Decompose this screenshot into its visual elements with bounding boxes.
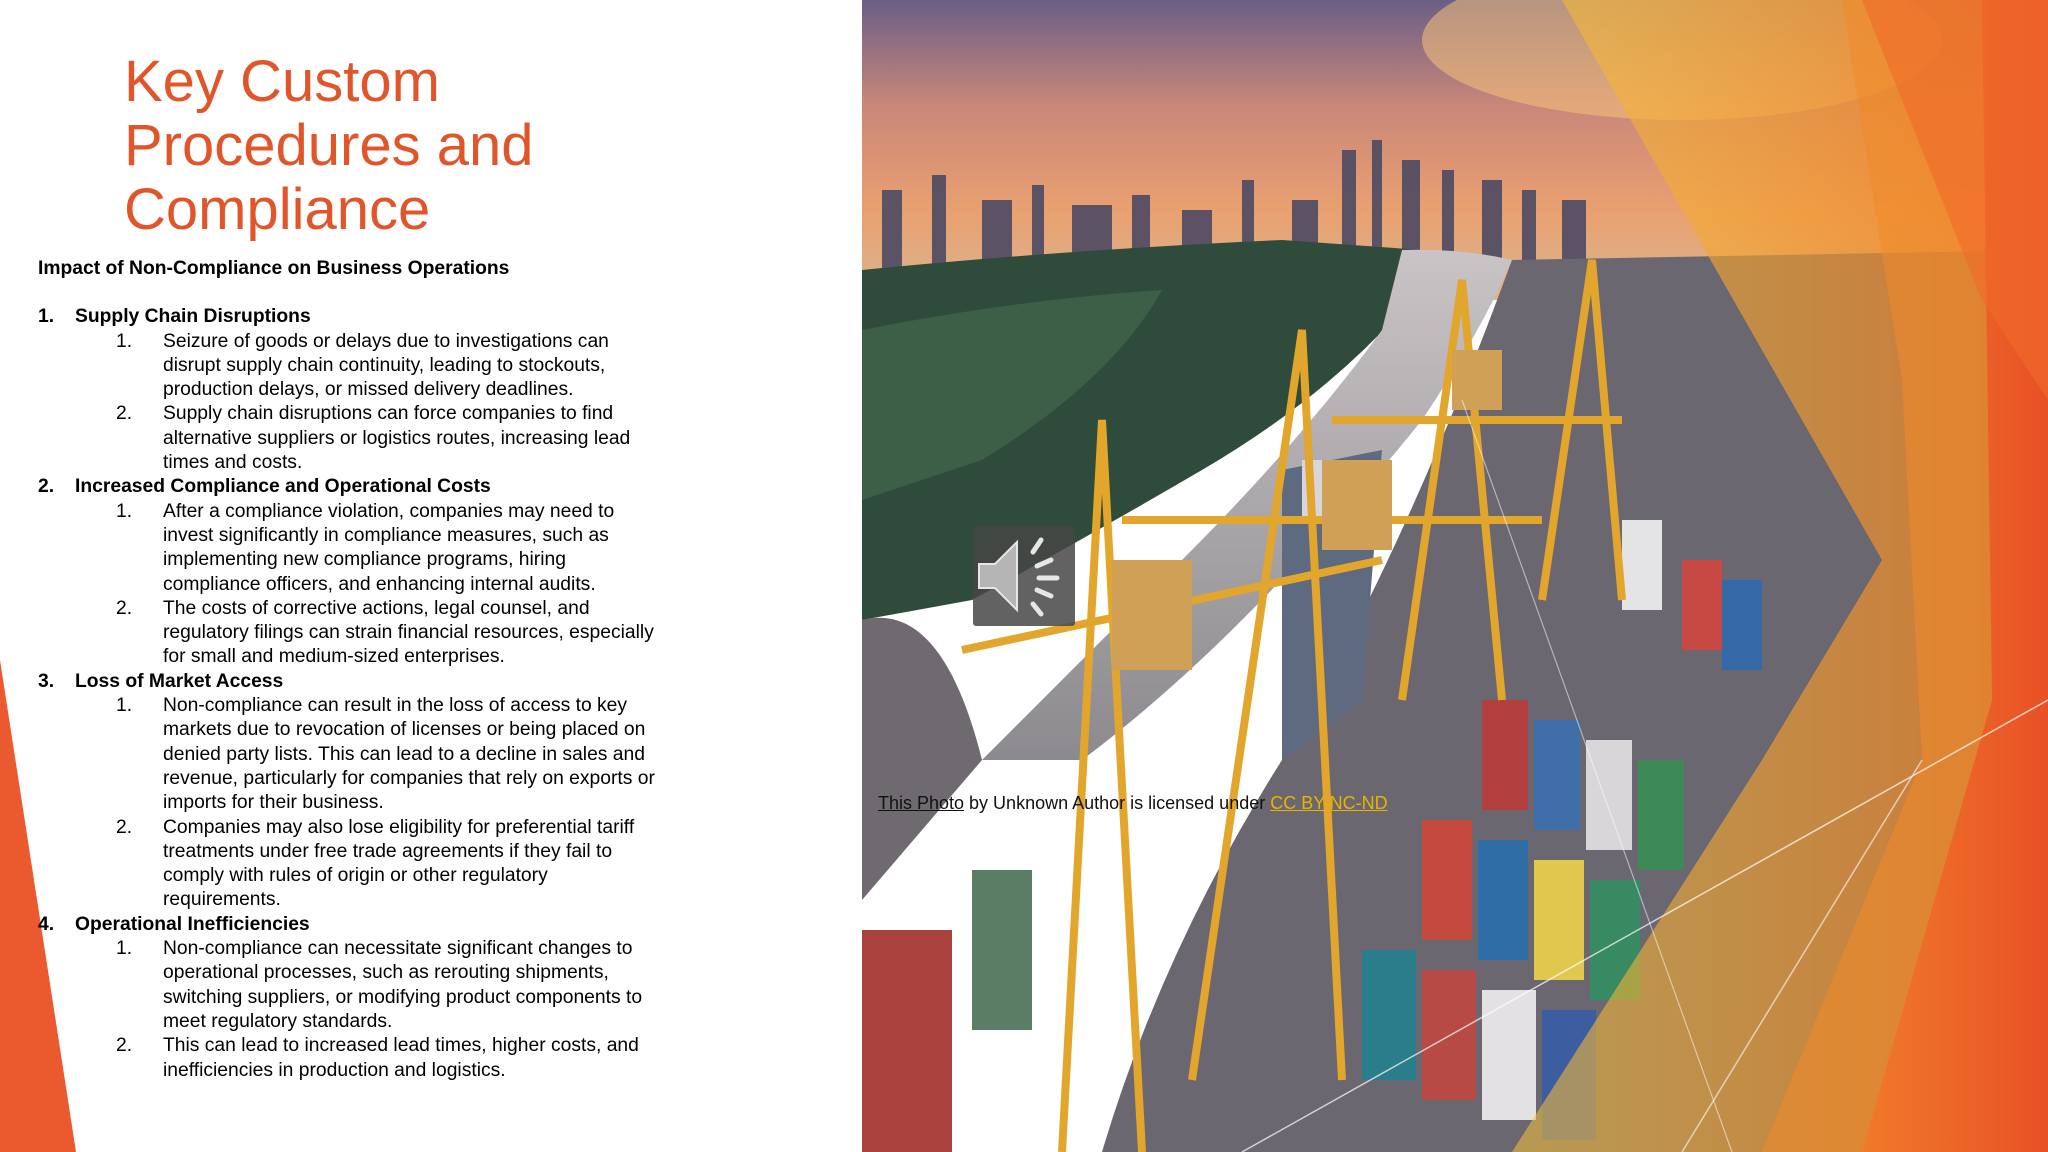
section-compliance-costs bbox=[38, 475, 678, 669]
list-item bbox=[38, 1034, 678, 1083]
section-title: Supply Chain Disruptions bbox=[75, 306, 311, 328]
body-subtitle: Impact of Non-Compliance on Business Operations bbox=[38, 258, 510, 279]
section-title: Operational Inefficiencies bbox=[75, 913, 310, 935]
item-text: Non-compliance can result in the loss of access to key markets due to revocation of licenses or being placed on denied party lists. This can lead to a decline in sales and revenue, particularly for companies that rely on exports or imports for their business. bbox=[163, 695, 655, 814]
item-number: 2. bbox=[116, 1035, 133, 1057]
title-line: Key Custom bbox=[124, 49, 440, 114]
section-number: 4. bbox=[38, 913, 55, 935]
audio-button[interactable] bbox=[973, 526, 1075, 626]
list-item bbox=[38, 694, 678, 815]
photo-credit bbox=[878, 793, 1388, 814]
item-number: 1. bbox=[116, 330, 133, 352]
item-number: 2. bbox=[116, 597, 133, 619]
item-text: This can lead to increased lead times, higher costs, and inefficiencies in production and logistics. bbox=[163, 1035, 639, 1081]
section-title: Increased Compliance and Operational Costs bbox=[75, 476, 491, 498]
list-item bbox=[38, 937, 678, 1034]
slide-body bbox=[38, 257, 678, 1083]
section-number: 2. bbox=[38, 476, 55, 498]
item-text: Supply chain disruptions can force companies to find alternative suppliers or logistics routes, increasing lead times and costs. bbox=[163, 403, 631, 474]
section-supply-chain bbox=[38, 305, 678, 475]
list-item bbox=[38, 500, 678, 597]
item-text: The costs of corrective actions, legal counsel, and regulatory filings can strain financial resources, especially for small and medium-sized enterprises. bbox=[163, 597, 654, 668]
item-text: After a compliance violation, companies may need to invest significantly in compliance measures, such as implementing new compliance programs, hiring compliance officers, and enhancing internal audits. bbox=[163, 500, 615, 595]
item-text: Companies may also lose eligibility for preferential tariff treatments under free trade agreements if they fail to comply with rules of origin or other regulatory requirements. bbox=[163, 816, 635, 911]
item-number: 2. bbox=[116, 403, 133, 425]
item-number: 1. bbox=[116, 938, 133, 960]
credit-text: by Unknown Author is licensed under bbox=[964, 793, 1271, 813]
list-item bbox=[38, 597, 678, 670]
item-number: 1. bbox=[116, 500, 133, 522]
title-line: Procedures and bbox=[124, 113, 534, 178]
photo-link[interactable]: This Photo bbox=[878, 793, 965, 813]
section-market-access bbox=[38, 670, 678, 913]
list-item bbox=[38, 402, 678, 475]
section-number: 3. bbox=[38, 670, 55, 692]
section-heading bbox=[38, 305, 678, 329]
item-number: 1. bbox=[116, 695, 133, 717]
speaker-icon bbox=[973, 526, 1075, 626]
slide-title bbox=[124, 50, 824, 242]
item-text: Non-compliance can necessitate significant changes to operational processes, such as rerouting shipments, switching suppliers, or modifying product components to meet regulatory standards. bbox=[163, 938, 643, 1032]
section-heading bbox=[38, 670, 678, 694]
section-heading bbox=[38, 913, 678, 937]
license-link[interactable]: CC BY-NC-ND bbox=[1270, 793, 1388, 813]
section-title: Loss of Market Access bbox=[75, 670, 284, 692]
title-line: Compliance bbox=[124, 177, 431, 242]
list-item bbox=[38, 330, 678, 403]
section-heading bbox=[38, 475, 678, 499]
section-number: 1. bbox=[38, 306, 55, 328]
section-operational-inefficiencies bbox=[38, 913, 678, 1083]
list-item bbox=[38, 816, 678, 913]
item-number: 2. bbox=[116, 816, 133, 838]
item-text: Seizure of goods or delays due to investigations can disrupt supply chain continuity, leading to stockouts, production delays, or missed delivery deadlines. bbox=[163, 330, 609, 401]
